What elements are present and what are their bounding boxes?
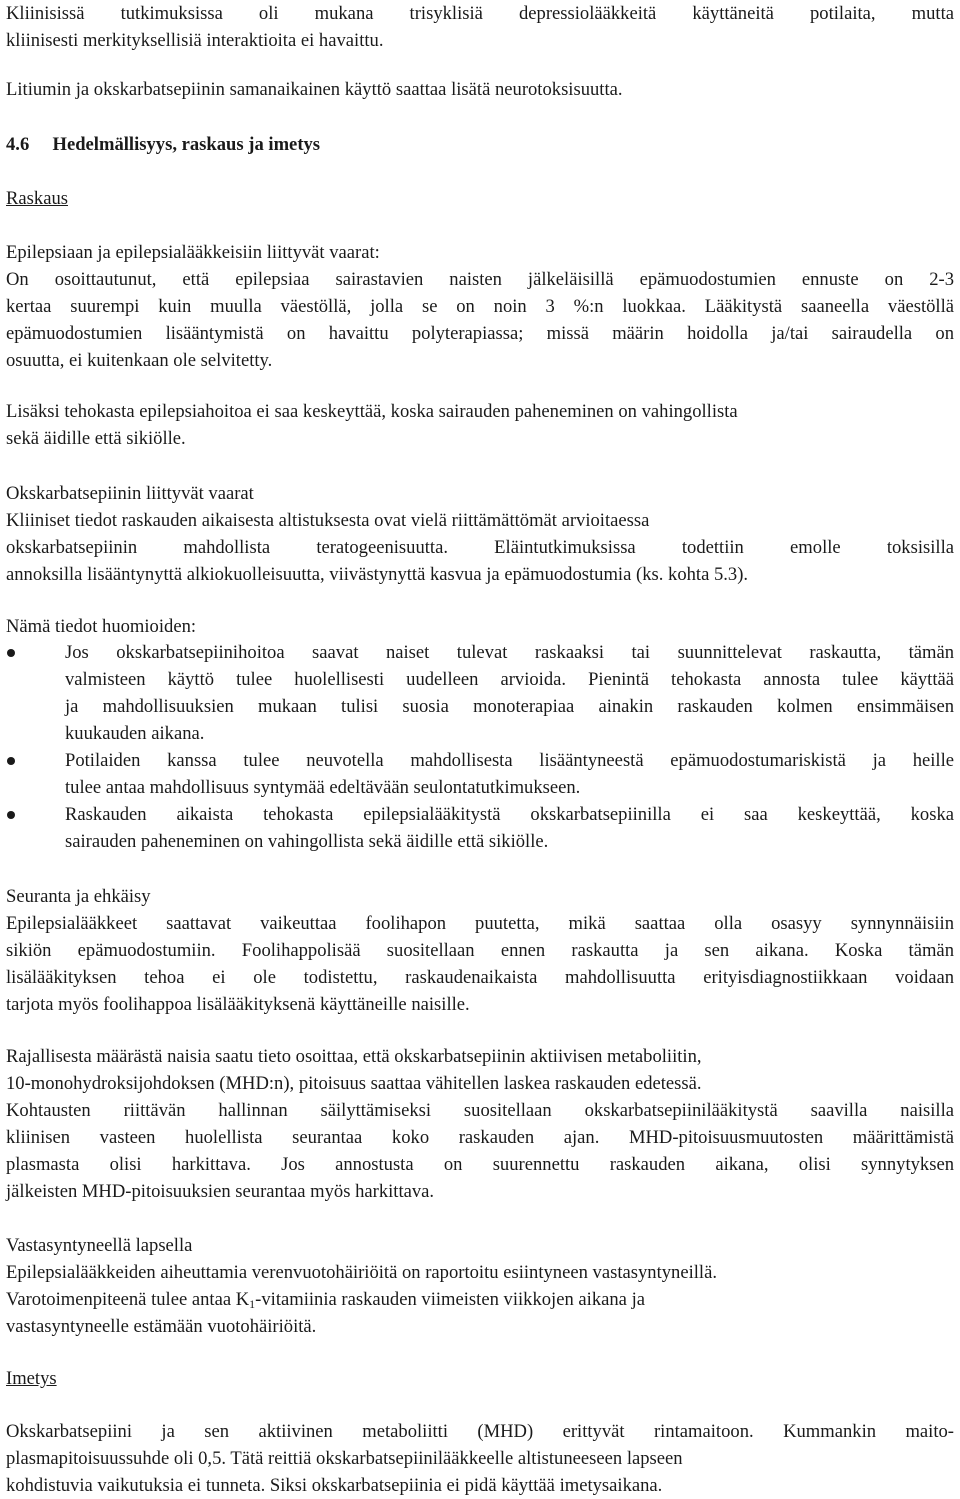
intro-paragraph [6,0,954,54]
text-line: Kohtausten riittävän hallinnan säilyttämiseksi suositellaan okskarbatsepiinilääkitystä saavilla naisilla [6,1100,954,1121]
continuation-paragraph [6,398,954,452]
text-line: jälkeisten MHD-pitoisuuksien seurantaa myös harkittava. [6,1181,435,1202]
text-line: kohdistuvia vaikutuksia ei tunneta. Siksi okskarbatsepiinia ei pidä käyttää imetysaikana. [6,1475,663,1496]
text-line: 10-monohydroksijohdoksen (MHD:n), pitoisuus saattaa vähitellen laskea raskauden edetessä. [6,1073,702,1094]
text-line: Potilaiden kanssa tulee neuvotella mahdollisesta lisääntyneestä epämuodostumariskistä ja heille [65,750,954,771]
monitoring-paragraph [6,883,954,1018]
text-line: Kliinisissä tutkimuksissa oli mukana trisyklisiä depressiolääkkeitä käyttäneitä potilaita, mutta [6,3,954,24]
text-line: Litiumin ja okskarbatsepiinin samanaikainen käyttö saattaa lisätä neurotoksisuutta. [6,79,623,100]
text-line: tarjota myös foolihappoa lisälääkityksenä käyttäneille naisille. [6,994,470,1015]
text-line: kertaa suurempi kuin muulla väestöllä, jolla se on noin 3 %:n luokkaa. Lääkitystä saaneella väestöllä [6,296,954,317]
considerations-list [6,639,954,855]
text-line: ja mahdollisuuksien mukaan tulisi suosia monoterapiaa ainakin raskauden kolmen ensimmäisen [65,696,954,717]
text-line: Epilepsialääkkeet saattavat vaikeuttaa foolihapon puutetta, mikä saattaa olla osasyy synnynnäisiin [6,913,954,934]
bullet-icon [7,757,15,765]
newborn-paragraph [6,1232,954,1340]
text-line: kliinisesti merkityksellisiä interaktioita ei havaittu. [6,30,384,51]
text-line: plasmasta olisi harkittava. Jos annostusta on suurennettu raskauden aikana, olisi synnytyksen [6,1154,954,1175]
subscript: 1 [249,1297,256,1311]
text-line [6,1286,954,1313]
text-line: Epilepsialääkkeiden aiheuttamia verenvuotohäiriöitä on raportoitu esiintyneen vastasyntyneillä. [6,1262,717,1283]
text-line: valmisteen käyttö tulee huolellisesti uudelleen arvioida. Pienintä tehokasta annosta tulee käyttää [65,669,954,690]
list-item [6,747,954,801]
section-title: Hedelmällisyys, raskaus ja imetys [52,134,321,155]
text-line: kliinisen vasteen huolellista seurantaa koko raskauden ajan. MHD-pitoisuusmuutosten määrittämistä [6,1127,954,1148]
text-line: Raskauden aikaista tehokasta epilepsialääkitystä okskarbatsepiinilla ei saa keskeyttää, koska [65,804,954,825]
text-line: kuukauden aikana. [65,723,205,744]
text-line: osuutta, ei kuitenkaan ole selvitetty. [6,350,273,371]
text-fragment: -vitamiinia raskauden viimeisten viikkojen aikana ja [255,1289,646,1310]
text-line: lisälääkityksen tehoa ei ole todistettu, raskaudenaikaista mahdollisuutta erityisdiagnostiikkaan voidaan [6,967,954,988]
text-line: Kliiniset tiedot raskauden aikaisesta altistuksesta ovat vielä riittämättömät arvioitaessa [6,510,650,531]
text-line: Rajallisesta määrästä naisia saatu tieto osoittaa, että okskarbatsepiinin aktiivisen metaboliitin, [6,1046,702,1067]
text-line: tulee antaa mahdollisuus syntymää edeltävään seulontatutkimukseen. [65,777,581,798]
text-line: sikiön epämuodostumiin. Foolihappolisää suositellaan ennen raskautta ja sen aikana. Koska tämän [6,940,954,961]
text-fragment: Varotoimenpiteenä tulee antaa K [6,1289,250,1310]
section-number: 4.6 [6,134,30,155]
text-line: plasmapitoisuussuhde oli 0,5. Tätä reittiä okskarbatsepiinilääkkeelle altistuneeseen lapseen [6,1448,683,1469]
epilepsy-risk-heading: Epilepsiaan ja epilepsialääkkeisiin liittyvät vaarat: [6,242,380,263]
text-line: On osoittautunut, että epilepsiaa sairastavien naisten jälkeläisillä epämuodostumien ennuste on 2-3 [6,269,954,290]
lactation-paragraph [6,1418,954,1499]
pregnancy-heading: Raskaus [6,188,68,209]
text-line: Okskarbatsepiini ja sen aktiivinen metaboliitti (MHD) erittyvät rintamaitoon. Kummankin maito- [6,1421,954,1442]
monitoring-heading: Seuranta ja ehkäisy [6,886,151,907]
oxc-risk-paragraph [6,480,954,588]
epilepsy-risk-paragraph [6,239,954,374]
text-line: okskarbatsepiinin mahdollista teratogeenisuutta. Eläintutkimuksissa todettiin emolle toksisilla [6,537,954,558]
section-heading [6,131,954,158]
newborn-heading: Vastasyntyneellä lapsella [6,1235,193,1256]
text-line: epämuodostumien lisääntymistä on havaittu polyterapiassa; missä määrin hoidolla ja/tai sairaudella on [6,323,954,344]
oxc-risk-heading: Okskarbatsepiinin liittyvät vaarat [6,483,254,504]
text-line: vastasyntyneelle estämään vuotohäiriöitä. [6,1316,317,1337]
considerations-heading: Nämä tiedot huomioiden: [6,616,197,637]
mhd-paragraph [6,1043,954,1205]
list-item [6,801,954,855]
lithium-paragraph [6,76,954,103]
list-item [6,639,954,747]
bullet-icon [7,811,15,819]
bullet-icon [7,649,15,657]
text-line: sekä äidille että sikiölle. [6,428,186,449]
text-line: Lisäksi tehokasta epilepsiahoitoa ei saa keskeyttää, koska sairauden paheneminen on vahingollista [6,401,738,422]
lactation-heading: Imetys [6,1368,57,1389]
text-line: Jos okskarbatsepiinihoitoa saavat naiset tulevat raskaaksi tai suunnittelevat raskautta, tämän [65,642,954,663]
text-line: sairauden paheneminen on vahingollista sekä äidille että sikiölle. [65,831,549,852]
text-line: annoksilla lisääntynyttä alkiokuolleisuutta, viivästynyttä kasvua ja epämuodostumia (ks. kohta 5.3). [6,564,749,585]
